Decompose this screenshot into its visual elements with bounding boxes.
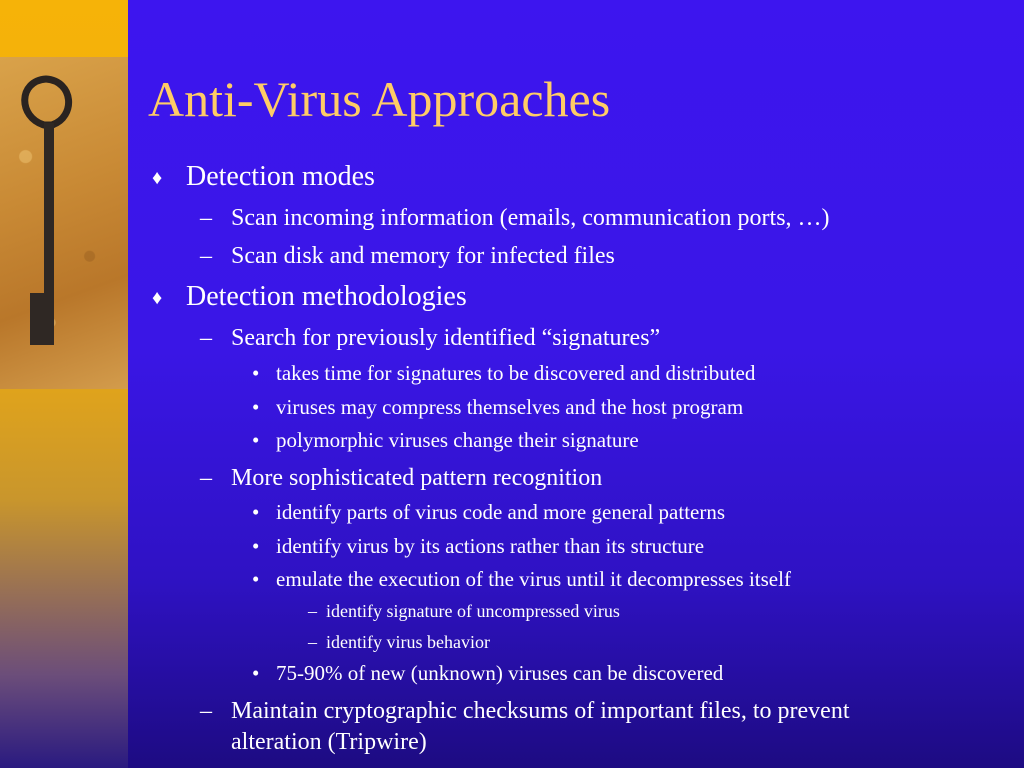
- dot-marker: •: [252, 661, 260, 685]
- dash-marker: –: [200, 465, 212, 491]
- bullet-level2: Scan disk and memory for infected files: [231, 243, 615, 269]
- dash-marker: –: [200, 325, 212, 351]
- bullet-level3: viruses may compress themselves and the host program: [276, 395, 744, 419]
- bullet-level3: identify virus by its actions rather than its structure: [276, 534, 705, 558]
- bullet-level3: polymorphic viruses change their signature: [276, 428, 639, 452]
- dash-marker: –: [308, 601, 317, 621]
- dash-marker: –: [200, 698, 212, 724]
- dot-marker: •: [252, 361, 260, 385]
- key-photo: [0, 57, 128, 389]
- dash-marker: –: [200, 243, 212, 269]
- bullet-level2: More sophisticated pattern recognition: [231, 465, 603, 491]
- key-icon: [0, 57, 128, 389]
- bullet-level2: Maintain cryptographic checksums of important files, to prevent: [231, 698, 850, 724]
- bullet-level4: identify virus behavior: [326, 632, 490, 652]
- bullet-level2: Scan incoming information (emails, communication ports, …): [231, 205, 830, 231]
- bullet-level1: Detection modes: [186, 161, 375, 192]
- bullet-level2: Search for previously identified “signatures”: [231, 325, 661, 351]
- bullet-level4: identify signature of uncompressed virus: [326, 601, 620, 621]
- dash-marker: –: [308, 632, 317, 652]
- bullet-level2-continuation: alteration (Tripwire): [231, 729, 427, 755]
- dot-marker: •: [252, 567, 260, 591]
- bullet-level1: Detection methodologies: [186, 281, 467, 312]
- dot-marker: •: [252, 500, 260, 524]
- dash-marker: –: [200, 205, 212, 231]
- dot-marker: •: [252, 395, 260, 419]
- diamond-bullet-icon: ♦: [152, 287, 163, 309]
- dot-marker: •: [252, 534, 260, 558]
- bullet-level3: takes time for signatures to be discovered and distributed: [276, 361, 756, 385]
- bullet-level3: emulate the execution of the virus until it decompresses itself: [276, 567, 791, 591]
- bullet-level3: identify parts of virus code and more general patterns: [276, 500, 726, 524]
- diamond-bullet-icon: ♦: [152, 167, 163, 189]
- bullet-level3: 75-90% of new (unknown) viruses can be discovered: [276, 661, 724, 685]
- slide-title: Anti-Virus Approaches: [148, 71, 611, 127]
- dot-marker: •: [252, 428, 260, 452]
